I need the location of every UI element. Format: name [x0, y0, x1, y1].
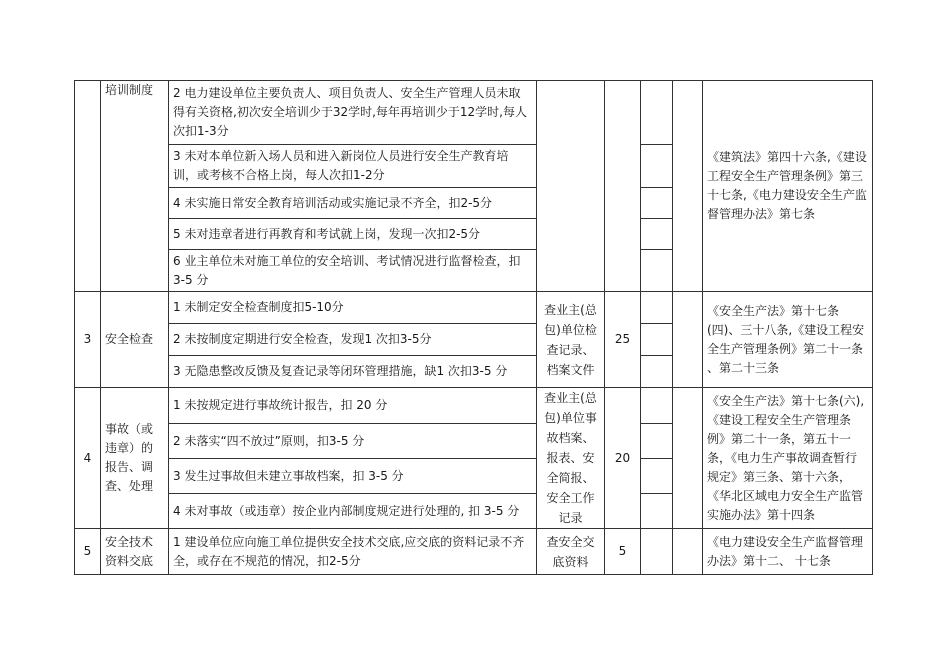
- criterion: 2 电力建设单位主要负责人、项目负责人、安全生产管理人员未取得有关资格,初次安全培训少于32学时,每年再培训少于12学时,每人次扣1-3分: [169, 81, 537, 145]
- item-name: 事故（或违章）的报告、调查、处理: [101, 388, 169, 529]
- inspection-method: 查业主(总包)单位检查记录、档案文件: [537, 292, 605, 388]
- criterion: 2 未按制度定期进行安全检查，发现1 次扣3-5分: [169, 324, 537, 356]
- deduction-cell: [641, 219, 673, 250]
- deduction-cell: [641, 250, 673, 292]
- deduction-cell: [641, 529, 673, 575]
- criterion: 4 未实施日常安全教育培训活动或实施记录不齐全，扣2-5分: [169, 188, 537, 219]
- table-row: [75, 388, 873, 424]
- deduction-cell: [641, 459, 673, 494]
- row-number: [75, 81, 101, 292]
- legal-basis: 《电力建设安全生产监督管理办法》第十二、 十七条: [703, 529, 873, 575]
- score: 20: [605, 388, 641, 529]
- score: [605, 81, 641, 292]
- criterion: 1 建设单位应向施工单位提供安全技术交底,应交底的资料记录不齐全，或存在不规范的情况，扣2-5分: [169, 529, 537, 575]
- blank-cell: [673, 388, 703, 529]
- deduction-cell: [641, 145, 673, 188]
- inspection-method: 查安全交底资料: [537, 529, 605, 575]
- deduction-cell: [641, 292, 673, 324]
- criterion: 3 发生过事故但未建立事故档案，扣 3-5 分: [169, 459, 537, 494]
- score: 5: [605, 529, 641, 575]
- blank-cell: [673, 81, 703, 292]
- deduction-cell: [641, 356, 673, 388]
- row-number: 3: [75, 292, 101, 388]
- legal-basis: 《安全生产法》第十七条(六),《建设工程安全生产管理条例》第二十一条，第五十一条，《电力生产事故调查暂行规定》第三条、第十六条，《华北区域电力安全生产监管实施办法》第十四条: [703, 388, 873, 529]
- item-name: 安全技术资料交底: [101, 529, 169, 575]
- score: 25: [605, 292, 641, 388]
- deduction-cell: [641, 424, 673, 459]
- deduction-cell: [641, 81, 673, 145]
- legal-basis: 《安全生产法》第十七条(四)、三十八条,《建设工程安全生产管理条例》第二十一条 、第二十三条: [703, 292, 873, 388]
- criterion: 5 未对违章者进行再教育和考试就上岗，发现一次扣2-5分: [169, 219, 537, 250]
- criterion: 2 未落实“四不放过”原则，扣3-5 分: [169, 424, 537, 459]
- criterion: 3 无隐患整改反馈及复查记录等闭环管理措施，缺1 次扣3-5 分: [169, 356, 537, 388]
- item-name: 培训制度: [101, 81, 169, 292]
- row-number: 5: [75, 529, 101, 575]
- deduction-cell: [641, 188, 673, 219]
- inspection-method: 查业主(总包)单位事故档案、报表、安全简报、安全工作记录: [537, 388, 605, 529]
- criterion: 6 业主单位未对施工单位的安全培训、考试情况进行监督检查，扣 3-5 分: [169, 250, 537, 292]
- deduction-cell: [641, 324, 673, 356]
- legal-basis: 《建筑法》第四十六条,《建设工程安全生产管理条例》第三十七条,《电力建设安全生产监督管理办法》第七条: [703, 81, 873, 292]
- row-number: 4: [75, 388, 101, 529]
- criterion: 1 未按规定进行事故统计报告，扣 20 分: [169, 388, 537, 424]
- criterion: 4 未对事故（或违章）按企业内部制度规定进行处理的, 扣 3-5 分: [169, 494, 537, 529]
- criterion: 3 未对本单位新入场人员和进入新岗位人员进行安全生产教育培训，或考核不合格上岗，每人次扣1-2分: [169, 145, 537, 188]
- deduction-cell: [641, 494, 673, 529]
- blank-cell: [673, 292, 703, 388]
- table-row: [75, 292, 873, 324]
- table-row: [75, 81, 873, 145]
- criterion: 1 未制定安全检查制度扣5-10分: [169, 292, 537, 324]
- inspection-table: [74, 80, 873, 575]
- inspection-method: [537, 81, 605, 292]
- item-name: 安全检查: [101, 292, 169, 388]
- blank-cell: [673, 529, 703, 575]
- table-row: [75, 529, 873, 575]
- deduction-cell: [641, 388, 673, 424]
